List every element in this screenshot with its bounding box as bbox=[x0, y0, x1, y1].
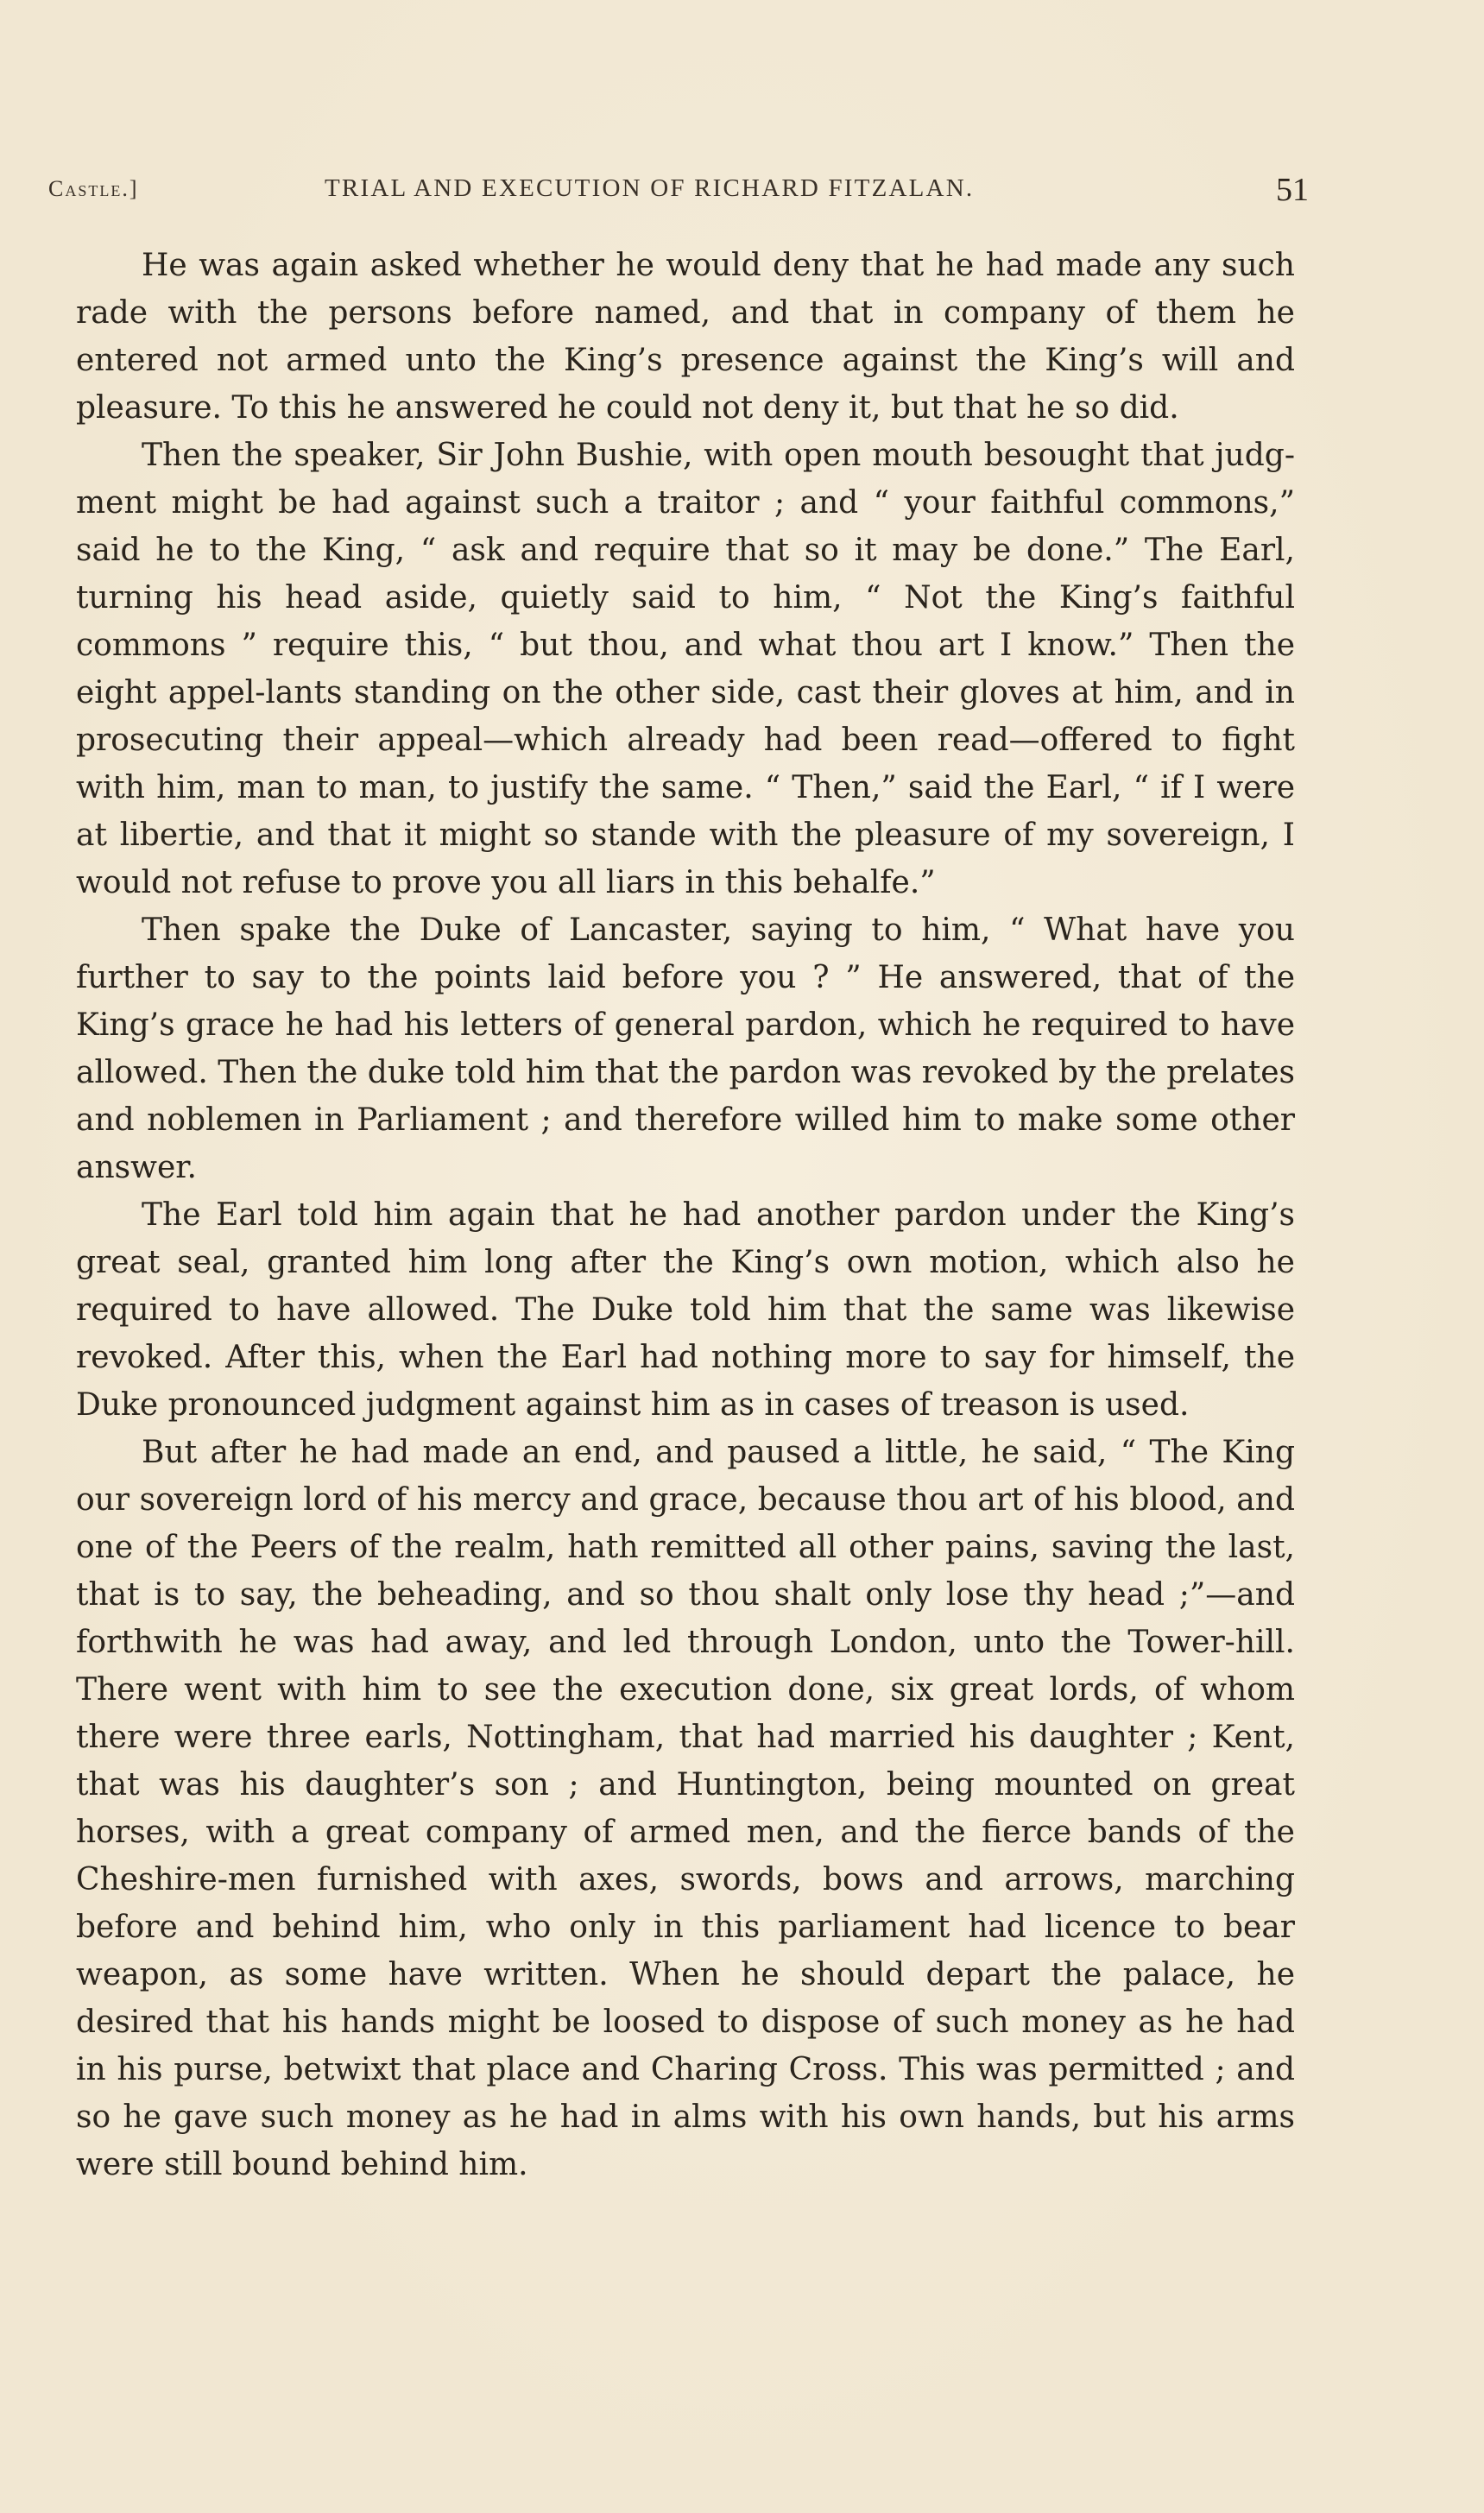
paragraph: He was again asked whether he would deny that he had made any such rade with the persons before named, and that in company of them he entered not armed unto the King’s presence against the King’s will and pleasure. To this he answered he could not deny it, but that he so did. bbox=[76, 248, 1295, 426]
paragraph: But after he had made an end, and paused a little, he said, “ The King our sovereign lord of his mercy and grace, because thou art of his blood, and one of the Peers of the realm, hath remitted all other pains, saving the last, that is to say, the beheading, and so thou shalt only lose thy head ;”—and forthwith he was had away, and led through London, unto the Tower-hill. There went with him to see the execution done, six great lords, of whom there were three earls, Nottingham, that had married his daughter ; Kent, that was his daughter’s son ; and Huntington, being mounted on great horses, with a great company of armed men, and the fierce bands of the Cheshire-men furnished with axes, swords, bows and arrows, marching before and behind him, who only in this parliament had licence to bear weapon, as some have written. When he should depart the palace, he desired that his hands might be loosed to dispose of such money as he had in his purse, betwixt that place and Charing Cross. This was permitted ; and so he gave such money as he had in alms with his own hands, but his arms were still bound behind him. bbox=[76, 1435, 1295, 2182]
paragraph: The Earl told him again that he had another pardon under the King’s great seal, granted him long after the King’s own motion, which also he required to have allowed. The Duke told him that the same was likewise revoked. After this, when the Earl had nothing more to say for himself, the Duke pronounced judgment against him as in cases of treason is used. bbox=[76, 1197, 1295, 1423]
page-number: 51 bbox=[1276, 172, 1309, 208]
paragraph: Then spake the Duke of Lancaster, saying to him, “ What have you further to say to the points laid before you ? ” He answered, that of the King’s grace he had his letters of general pardon, which he required to have allowed. Then the duke told him that the pardon was revoked by the prelates and noblemen in Parliament ; and therefore willed him to make some other answer. bbox=[76, 912, 1295, 1185]
body-text bbox=[76, 242, 1295, 2188]
running-head bbox=[48, 171, 1309, 214]
running-head-title: TRIAL AND EXECUTION OF RICHARD FITZALAN. bbox=[325, 174, 975, 202]
paragraph: Then the speaker, Sir John Bushie, with open mouth besought that judg-ment might be had against such a traitor ; and “ your faithful commons,” said he to the King, “ ask and require that so it may be done.” The Earl, turning his head aside, quietly said to him, “ Not the King’s faithful commons ” require this, “ but thou, and what thou art I know.” Then the eight appel-lants standing on the other side, cast their gloves at him, and in prosecuting their appeal—which already had been read—offered to fight with him, man to man, to justify the same. “ Then,” said the Earl, “ if I were at libertie, and that it might so stande with the pleasure of my sovereign, I would not refuse to prove you all liars in this behalfe.” bbox=[76, 438, 1295, 900]
running-head-left: Castle.] bbox=[48, 176, 139, 201]
